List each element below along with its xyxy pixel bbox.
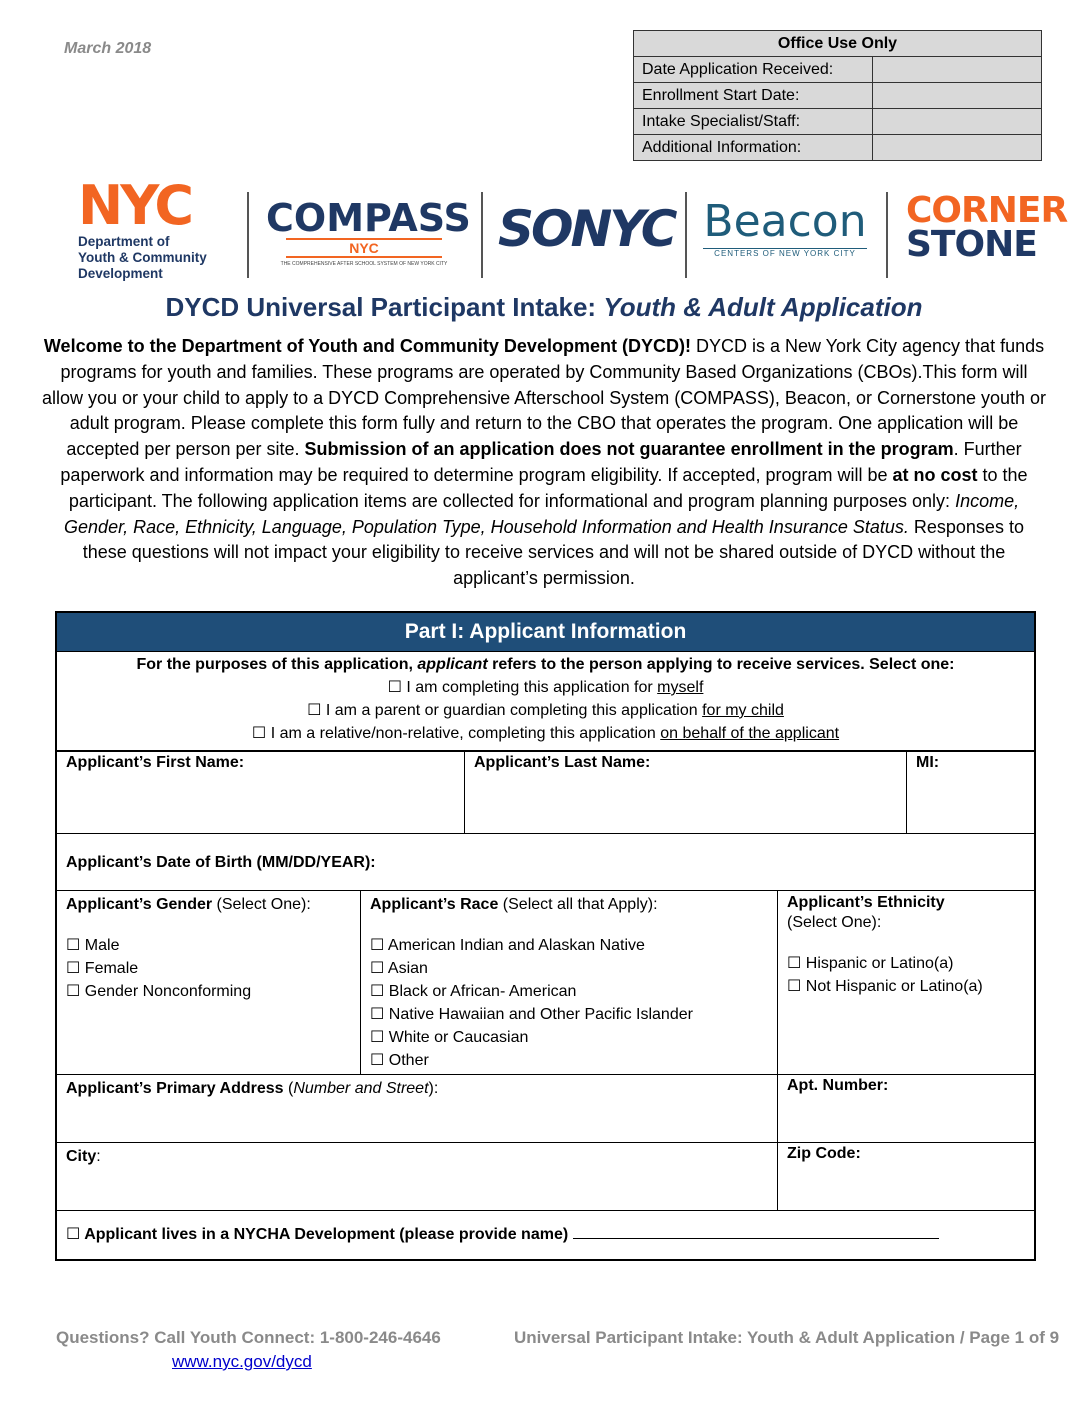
option-text: ☐ I am a parent or guardian completing this application (307, 702, 703, 719)
nycha-name-input[interactable] (573, 1224, 939, 1239)
prompt-text: For the purposes of this application, (136, 656, 418, 673)
footer-website-link[interactable]: www.nyc.gov/dycd (172, 1352, 312, 1371)
beacon-logo-tagline: CENTERS OF NEW YORK CITY (703, 248, 867, 258)
last-name-label: Applicant’s Last Name: (474, 754, 651, 771)
footer-page-info: Universal Participant Intake: Youth & Adult Application / Page 1 of 9 (514, 1328, 1060, 1347)
page-title-main: DYCD Universal Participant Intake: (165, 292, 604, 322)
gender-label: Applicant’s Gender (66, 896, 213, 913)
race-option[interactable]: ☐ American Indian and Alaskan Native (370, 937, 645, 954)
ethnicity-option-not-hispanic[interactable]: ☐ Not Hispanic or Latino(a) (787, 978, 983, 995)
office-use-table (633, 30, 1042, 161)
office-row-label: Intake Specialist/Staff: (634, 109, 873, 135)
date-stamp: March 2018 (64, 40, 152, 57)
zip-code-field[interactable] (777, 1142, 1034, 1211)
gender-hint: (Select One): (212, 896, 311, 913)
address-field[interactable] (57, 1074, 778, 1143)
option-parent[interactable] (57, 699, 1034, 722)
logo-divider (685, 192, 687, 278)
office-row-label: Date Application Received: (634, 57, 873, 83)
race-hint: (Select all that Apply): (498, 896, 658, 913)
intro-bold-cost: at no cost (892, 464, 978, 485)
part1-section (55, 611, 1036, 1261)
city-label: City (66, 1148, 97, 1165)
ethnicity-section (777, 890, 1034, 1075)
logo-divider (481, 192, 483, 278)
nyc-dycd-logo (78, 174, 207, 282)
gender-option-nonconforming[interactable]: ☐ Gender Nonconforming (66, 983, 252, 1000)
intro-text: DYCD is a New York City agency that funds programs for youth and families. These programs are operated by Community Based Organizations (CBOs).This form will allow you or your child to apply to a DYCD Comprehensive Afterschool System (COMPASS), Beacon, or Cornerstone youth or adult program. Please complete this form fully and return to the CBO that operates the program. One application will be accepted per person per site. (41, 336, 1047, 460)
cornerstone-logo-line1: CORNER (906, 190, 1068, 231)
cornerstone-logo-line2: STONE (906, 224, 1037, 265)
race-option[interactable]: ☐ Black or African- American (370, 983, 577, 1000)
office-row-value[interactable] (873, 57, 1042, 83)
city-field[interactable] (57, 1142, 778, 1211)
option-underlined: for my child (702, 702, 784, 719)
ethnicity-label: Applicant’s Ethnicity (787, 894, 945, 911)
nycha-checkbox[interactable]: ☐ Applicant lives in a NYCHA Development (please provide name) (66, 1226, 569, 1243)
address-hint: ): (428, 1080, 439, 1097)
option-text: ☐ I am a relative/non-relative, completing this application (251, 725, 661, 742)
option-underlined: on behalf of the applicant (660, 725, 840, 742)
address-hint: ( (283, 1080, 294, 1097)
beacon-logo (703, 196, 867, 258)
gender-option-female[interactable]: ☐ Female (66, 960, 139, 977)
logo-divider (247, 192, 249, 278)
nyc-dept-line: Department of (78, 234, 170, 249)
dob-field[interactable] (57, 833, 1034, 891)
office-row-value[interactable] (873, 83, 1042, 109)
intro-bold-notice: Submission of an application does not guarantee enrollment in the program (304, 439, 954, 460)
office-row-value[interactable] (873, 135, 1042, 161)
intro-text: . Further paperwork and information may be required to determine program eligibility. If accepted, program will be (60, 439, 1022, 485)
city-colon: : (96, 1148, 101, 1165)
intro-text: Responses to these questions will not impact your eligibility to receive services and will not be shared outside of DYCD without the applicant’s permission. (82, 516, 1024, 589)
logo-divider (886, 192, 888, 278)
dob-label: Applicant’s Date of Birth (MM/DD/YEAR): (66, 854, 376, 871)
intro-welcome: Welcome to the Department of Youth and Community Development (DYCD)! (43, 336, 691, 356)
intro-text: to the participant. The following application items are collected for informational and program planning purposes only: (68, 464, 1028, 511)
mi-label: MI: (916, 754, 940, 771)
option-text: ☐ I am completing this application for (387, 679, 658, 696)
applicant-type-section (57, 651, 1034, 751)
nycha-section (57, 1210, 1034, 1259)
first-name-field[interactable] (57, 751, 465, 834)
intro-italic-items: Income, Gender, Race, Ethnicity, Language, Population Type, Household Information and Health Insurance Status. (64, 490, 1020, 537)
apt-number-field[interactable] (777, 1074, 1034, 1143)
race-option[interactable]: ☐ White or Caucasian (370, 1029, 529, 1046)
option-relative[interactable] (57, 722, 1034, 745)
race-option[interactable]: ☐ Other (370, 1052, 429, 1069)
beacon-logo-word: Beacon (703, 196, 867, 247)
race-option[interactable]: ☐ Native Hawaiian and Other Pacific Islander (370, 1006, 693, 1023)
race-section (360, 890, 778, 1075)
page-title (0, 292, 1088, 323)
office-row-value[interactable] (873, 109, 1042, 135)
compass-logo (266, 196, 471, 267)
first-name-label: Applicant’s First Name: (66, 754, 245, 771)
cornerstone-logo (906, 190, 1068, 265)
office-row-label: Additional Information: (634, 135, 873, 161)
option-myself[interactable] (57, 676, 1034, 699)
race-option[interactable]: ☐ Asian (370, 960, 428, 977)
page-title-italic: Youth & Adult Application (603, 292, 923, 322)
address-hint-italic: Number and Street (293, 1080, 429, 1097)
footer-helpline: Questions? Call Youth Connect: 1-800-246-4646 (56, 1328, 441, 1347)
prompt-italic: applicant (417, 656, 488, 673)
nyc-dept-name (78, 234, 207, 282)
nyc-dept-line: Development (78, 266, 163, 281)
gender-section (57, 890, 361, 1075)
office-use-title: Office Use Only (634, 31, 1042, 57)
last-name-field[interactable] (464, 751, 907, 834)
nyc-dept-line: Youth & Community (78, 250, 207, 265)
address-label: Applicant’s Primary Address (66, 1080, 284, 1097)
gender-option-male[interactable]: ☐ Male (66, 937, 120, 954)
nyc-logo-letters: NYC (78, 174, 192, 237)
prompt-text: refers to the person applying to receive services. Select one: (487, 656, 955, 673)
sonyc-logo: SONYC (498, 200, 675, 258)
part1-header: Part I: Applicant Information (57, 613, 1034, 651)
compass-logo-tagline: THE COMPREHENSIVE AFTER SCHOOL SYSTEM OF NEW YORK CITY (280, 261, 448, 267)
intro-paragraph (40, 334, 1048, 592)
ethnicity-hint: (Select One): (787, 914, 882, 931)
zip-label: Zip Code: (787, 1145, 861, 1162)
compass-logo-nyc: NYC (286, 238, 442, 258)
option-underlined: myself (657, 679, 704, 696)
middle-initial-field[interactable] (906, 751, 1034, 834)
compass-logo-word: COMPASS (266, 196, 471, 240)
ethnicity-option-hispanic[interactable]: ☐ Hispanic or Latino(a) (787, 955, 954, 972)
office-row-label: Enrollment Start Date: (634, 83, 873, 109)
applicant-type-prompt (57, 654, 1034, 676)
apt-label: Apt. Number: (787, 1077, 889, 1094)
race-label: Applicant’s Race (370, 896, 499, 913)
